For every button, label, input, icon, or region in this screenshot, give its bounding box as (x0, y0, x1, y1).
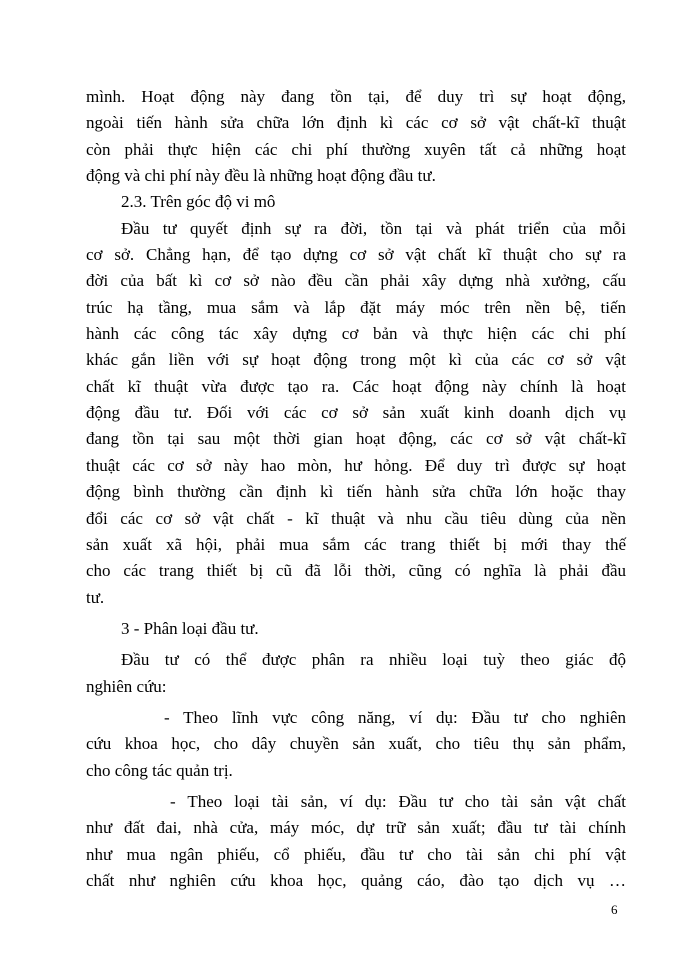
text-line: động bình thường cần định kì tiến hành sửa chữa lớn hoặc thay (86, 482, 626, 502)
text-line: chất kĩ thuật vừa được tạo ra. Các hoạt động này chính là hoạt (86, 376, 626, 396)
text-line: đang tồn tại sau một thời gian hoạt động, các cơ sở vật chất-kĩ (86, 429, 626, 449)
text-line: cho các trang thiết bị cũ đã lỗi thời, cũng có nghĩa là phải đầu (86, 561, 626, 581)
text-line: động và chi phí này đều là những hoạt động đầu tư. (86, 166, 436, 186)
list-item: - Theo loại tài sản, ví dụ: Đầu tư cho tài sản vật chất (170, 791, 626, 811)
text-line: đời của bất kì cơ sở nào đều cần phải xây dựng nhà xưởng, cấu (86, 271, 626, 291)
section-heading: 2.3. Trên góc độ vi mô (121, 192, 276, 212)
text-line: Đầu tư quyết định sự ra đời, tồn tại và phát triển của mỗi (121, 218, 626, 238)
text-line: cứu khoa học, cho dây chuyền sản xuất, cho tiêu thụ sản phẩm, (86, 734, 626, 754)
text-line: thuật các cơ sở này hao mòn, hư hỏng. Để duy trì được sự hoạt (86, 455, 626, 475)
text-line: như đất đai, nhà cửa, máy móc, dự trữ sản xuất; đầu tư tài chính (86, 818, 626, 838)
text-line: hành các công tác xây dựng cơ bản và thực hiện các chi phí (86, 324, 626, 344)
text-line: động đầu tư. Đối với các cơ sở sản xuất kinh doanh dịch vụ (86, 403, 626, 423)
text-line: ngoài tiến hành sửa chữa lớn định kì các cơ sở vật chất-kĩ thuật (86, 113, 626, 133)
text-line: đổi các cơ sở vật chất - kĩ thuật và nhu cầu tiêu dùng của nền (86, 508, 626, 528)
text-line: như mua ngân phiếu, cổ phiếu, đầu tư cho tài sản chi phí vật (86, 844, 626, 864)
page-number: 6 (611, 902, 618, 917)
list-item: - Theo lĩnh vực công năng, ví dụ: Đầu tư cho nghiên (164, 707, 626, 727)
text-line: Đầu tư có thể được phân ra nhiều loại tuỳ theo giác độ (121, 650, 626, 670)
text-line: trúc hạ tầng, mua sắm và lắp đặt máy móc trên nền bệ, tiến (86, 297, 626, 317)
text-line: nghiên cứu: (86, 676, 167, 696)
text-line: sản xuất xã hội, phải mua sắm các trang thiết bị mới thay thế (86, 534, 626, 554)
text-line: còn phải thực hiện các chi phí thường xuyên tất cả những hoạt (86, 139, 626, 159)
text-line: cơ sở. Chẳng hạn, để tạo dựng cơ sở vật chất kĩ thuật cho sự ra (86, 245, 626, 265)
body-text (86, 84, 626, 894)
text-line: cho công tác quản trị. (86, 760, 233, 780)
text-line: chất như nghiên cứu khoa học, quảng cáo, đào tạo dịch vụ … (86, 870, 626, 890)
section-heading: 3 - Phân loại đầu tư. (121, 618, 259, 638)
text-line: tư. (86, 587, 105, 607)
text-line: khác gắn liền với sự hoạt động trong một kì của các cơ sở vật (86, 350, 626, 370)
text-line: mình. Hoạt động này đang tồn tại, để duy trì sự hoạt động, (86, 87, 626, 106)
